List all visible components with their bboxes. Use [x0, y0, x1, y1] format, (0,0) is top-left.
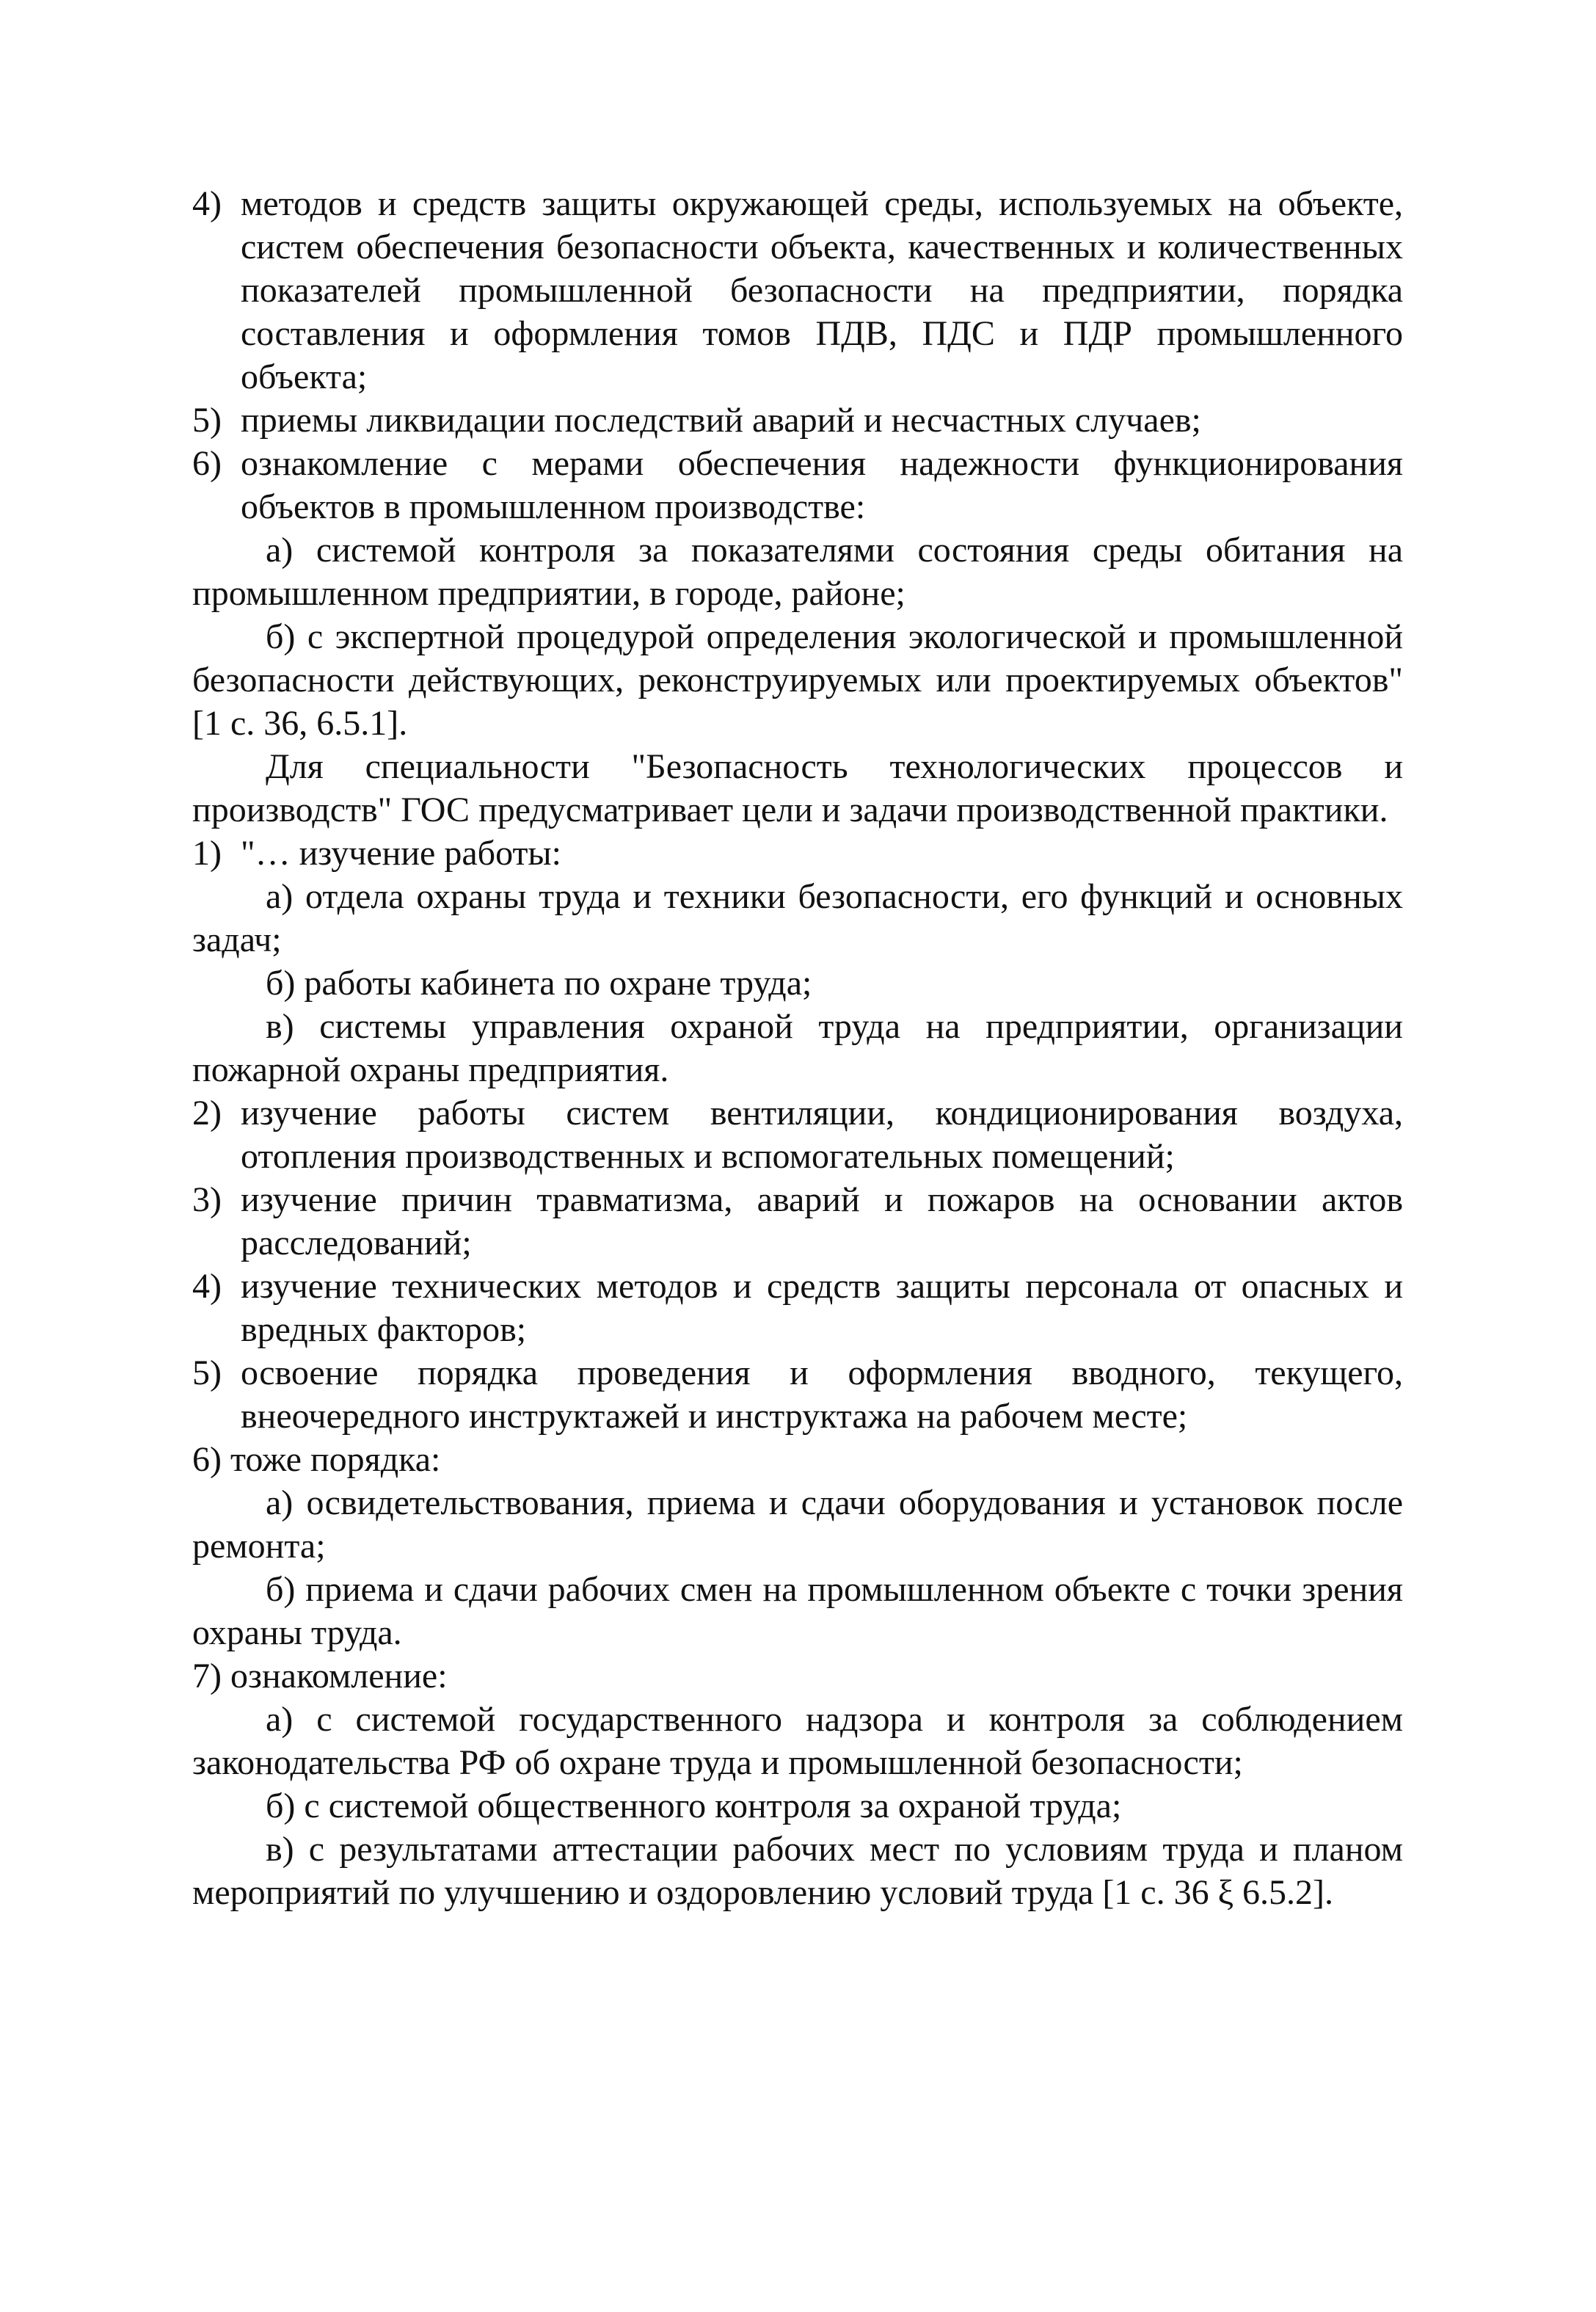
document-page: [192, 182, 1403, 1914]
list-number: 3): [192, 1180, 222, 1219]
intro-paragraph: Для специальности "Безопасность технологических процессов и производств" ГОС предусматривает цели и задачи производственной практики.: [192, 747, 1403, 829]
list-number: 1): [192, 834, 222, 873]
practice-item-1-b: б) работы кабинета по охране труда;: [266, 964, 812, 1003]
list-number: 6): [192, 444, 222, 483]
list-text: методов и средств защиты окружающей среды, используемых на объекте, систем обеспечения безопасности объекта, качественных и количественных показателей промышленной безопасности на предприятии, порядка составления и оформления томов ПДВ, ПДС и ПДР промышленного объекта;: [241, 184, 1403, 396]
list-text: "… изучение работы:: [241, 834, 562, 873]
sub-item-a: а) системой контроля за показателями состояния среды обитания на промышленном предприятии, в городе, районе;: [192, 531, 1403, 613]
list-number: 2): [192, 1094, 222, 1133]
practice-item-4: [192, 1265, 1403, 1351]
practice-item-6-b: б) приема и сдачи рабочих смен на промышленном объекте с точки зрения охраны труда.: [192, 1570, 1403, 1652]
practice-item-2: [192, 1091, 1403, 1178]
practice-item-1: [192, 832, 1403, 875]
list-number: 4): [192, 1267, 222, 1306]
list-text: ознакомление с мерами обеспечения надежности функционирования объектов в промышленном производстве:: [241, 444, 1403, 526]
practice-item-7-b: б) с системой общественного контроля за охраной труда;: [266, 1786, 1122, 1825]
practice-item-1-a: а) отдела охраны труда и техники безопасности, его функций и основных задач;: [192, 877, 1403, 959]
list-text: изучение работы систем вентиляции, кондиционирования воздуха, отопления производственных и вспомогательных помещений;: [241, 1094, 1403, 1176]
practice-item-5: [192, 1351, 1403, 1438]
practice-item-6-a: а) освидетельствования, приема и сдачи оборудования и установок после ремонта;: [192, 1483, 1403, 1566]
list-item-4: [192, 182, 1403, 399]
list-number: 5): [192, 401, 222, 440]
practice-item-6: 6) тоже порядка:: [192, 1440, 441, 1479]
practice-item-1-c: в) системы управления охраной труда на предприятии, организации пожарной охраны предприятия.: [192, 1007, 1403, 1089]
practice-item-7-a: а) с системой государственного надзора и контроля за соблюдением законодательства РФ об охране труда и промышленной безопасности;: [192, 1700, 1403, 1782]
list-text: освоение порядка проведения и оформления вводного, текущего, внеочередного инструктажей и инструктажа на рабочем месте;: [241, 1353, 1403, 1436]
list-text: изучение причин травматизма, аварий и пожаров на основании актов расследований;: [241, 1180, 1403, 1262]
practice-item-7-c: в) с результатами аттестации рабочих мест по условиям труда и планом мероприятий по улучшению и оздоровлению условий труда [1 с. 36 ξ 6.5.2].: [192, 1830, 1403, 1912]
sub-item-b: б) с экспертной процедурой определения экологической и промышленной безопасности действующих, реконструируемых или проектируемых объектов" [1 с. 36, 6.5.1].: [192, 617, 1403, 743]
list-number: 5): [192, 1353, 222, 1392]
list-text: приемы ликвидации последствий аварий и несчастных случаев;: [241, 401, 1201, 440]
list-text: изучение технических методов и средств защиты персонала от опасных и вредных факторов;: [241, 1267, 1403, 1349]
list-item-5: [192, 399, 1403, 442]
practice-item-7: 7) ознакомление:: [192, 1657, 448, 1695]
list-number: 4): [192, 184, 222, 223]
practice-item-3: [192, 1178, 1403, 1265]
list-item-6: [192, 442, 1403, 528]
